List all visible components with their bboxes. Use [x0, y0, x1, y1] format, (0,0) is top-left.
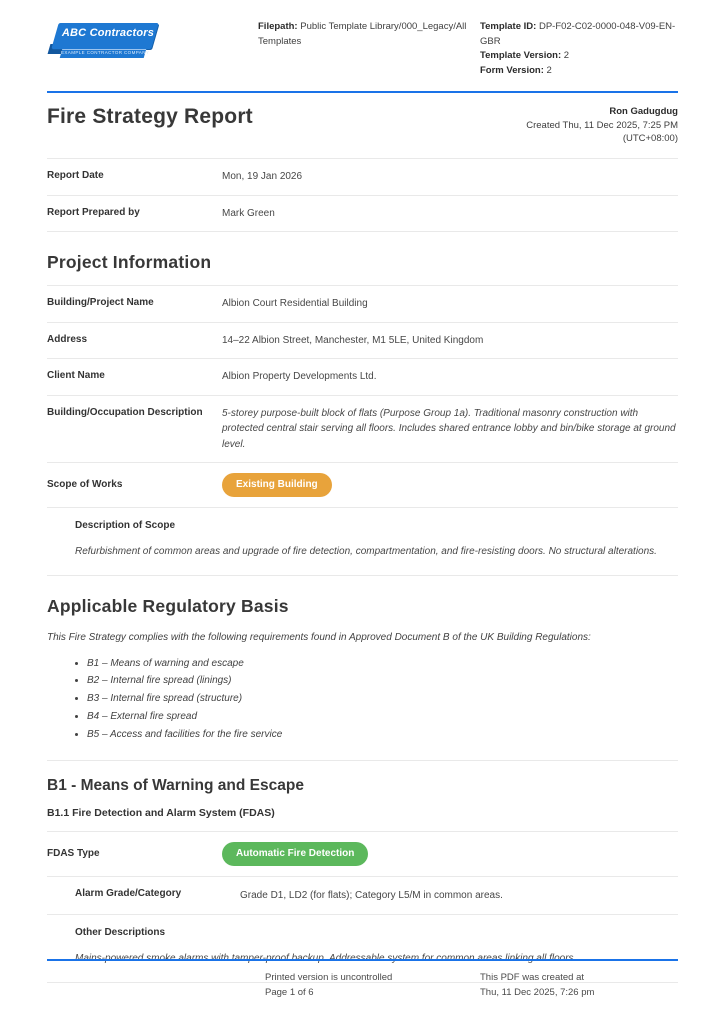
description-of-scope-block [47, 508, 678, 576]
row-value: Albion Court Residential Building [222, 298, 368, 310]
row-value: Albion Property Developments Ltd. [222, 371, 377, 383]
created-timestamp: Created Thu, 11 Dec 2025, 7:25 PM [526, 119, 678, 131]
scope-of-works-badge: Existing Building [222, 473, 332, 497]
fdas-type-badge: Automatic Fire Detection [222, 842, 368, 866]
table-row [47, 159, 678, 196]
row-label: Report Date [47, 170, 104, 182]
uncontrolled-notice: Printed version is uncontrolled [265, 971, 393, 983]
section-heading-regulatory-basis: Applicable Regulatory Basis [47, 596, 289, 617]
table-row [47, 396, 678, 464]
project-information-table [47, 285, 678, 576]
bullet-item: • B2 – Internal fire spread (linings) [87, 673, 678, 691]
template-id-line [480, 20, 678, 49]
report-meta-table [47, 158, 678, 232]
row-value: 5-storey purpose-built block of flats (Purpose Group 1a). Traditional masonry construction with protected central stair serving all floors. Includes shared entrance lobby and bin/bike storage at ground level. [222, 407, 676, 450]
table-row-alarm-grade [47, 877, 678, 915]
bullet-item: • B1 – Means of warning and escape [87, 655, 678, 673]
pdf-created-timestamp: Thu, 11 Dec 2025, 7:26 pm [480, 986, 595, 998]
bullet-item: • B3 – Internal fire spread (structure) [87, 691, 678, 709]
filepath-value: Public Template Library/000_Legacy/All Templates [258, 21, 467, 47]
footer-left-block [265, 970, 392, 1000]
document-header [47, 20, 678, 79]
template-info-block [480, 20, 678, 79]
template-version-line [480, 49, 678, 64]
template-id-label: Template ID: [480, 21, 537, 32]
footer-divider-rule [47, 959, 678, 961]
row-value: Mon, 19 Jan 2026 [222, 171, 303, 183]
regulatory-bullet-list [87, 655, 678, 744]
footer-right-block [480, 970, 678, 1000]
table-row [47, 286, 678, 323]
row-label: Address [47, 333, 88, 345]
row-label: Alarm Grade/Category [75, 888, 182, 900]
template-version-value: 2 [561, 50, 570, 62]
row-value [222, 842, 678, 866]
row-label: Client Name [47, 370, 105, 382]
title-row [47, 105, 678, 146]
table-row [47, 359, 678, 396]
table-row-scope-of-works [47, 463, 678, 508]
created-timezone: (UTC+08:00) [622, 133, 678, 145]
template-version-label: Template Version: [480, 50, 562, 62]
filepath-block [258, 20, 478, 49]
row-label: FDAS Type [47, 848, 100, 860]
table-row [47, 196, 678, 233]
table-row [47, 323, 678, 360]
row-label: Building/Project Name [47, 297, 154, 309]
row-label: Building/Occupation Description [47, 406, 203, 418]
section-heading-b1: B1 - Means of Warning and Escape [47, 777, 304, 795]
form-version-line [480, 64, 678, 79]
table-row-fdas-type [47, 832, 678, 877]
row-value: Grade D1, LD2 (for flats); Category L5/M in common areas. [240, 890, 503, 902]
section-divider [47, 760, 678, 761]
filepath-label: Filepath: [258, 21, 298, 32]
created-meta [526, 105, 678, 146]
bullet-item: • B5 – Access and facilities for the fire service [87, 726, 678, 744]
clause-heading-b1-1: B1.1 Fire Detection and Alarm System (FDAS) [47, 807, 275, 820]
document-footer [47, 959, 678, 1000]
row-value [222, 473, 678, 497]
bullet-item: • B4 – External fire spread [87, 709, 678, 727]
header-divider-rule [47, 91, 678, 93]
logo-title: ABC Contractors [61, 27, 155, 39]
sub-row-text: Refurbishment of common areas and upgrade of fire detection, compartmentation, and fire-resisting doors. No structural alterations. [75, 546, 657, 558]
row-label: Scope of Works [47, 479, 123, 491]
regulatory-intro-text: This Fire Strategy complies with the following requirements found in Approved Document B of the UK Building Regulations: [47, 632, 591, 644]
logo-subtitle: EXAMPLE CONTRACTOR COMPANY [61, 50, 150, 55]
section-heading-project-information: Project Information [47, 252, 212, 273]
footer-columns [47, 970, 678, 1000]
form-version-label: Form Version: [480, 65, 544, 77]
sub-row-label: Other Descriptions [75, 927, 166, 939]
pdf-created-label: This PDF was created at [480, 971, 585, 983]
row-label: Report Prepared by [47, 206, 140, 218]
template-id-value: DP-F02-C02-0000-048-V09-EN-GBR [480, 21, 676, 47]
page-title: Fire Strategy Report [47, 104, 253, 128]
author-name: Ron Gadugdug [609, 105, 678, 117]
form-version-value: 2 [543, 65, 552, 77]
page-number: Page 1 of 6 [265, 986, 314, 998]
company-logo [47, 20, 162, 60]
row-value: Mark Green [222, 207, 275, 219]
row-value: 14–22 Albion Street, Manchester, M1 5LE, United Kingdom [222, 334, 484, 346]
sub-row-label: Description of Scope [75, 520, 176, 532]
